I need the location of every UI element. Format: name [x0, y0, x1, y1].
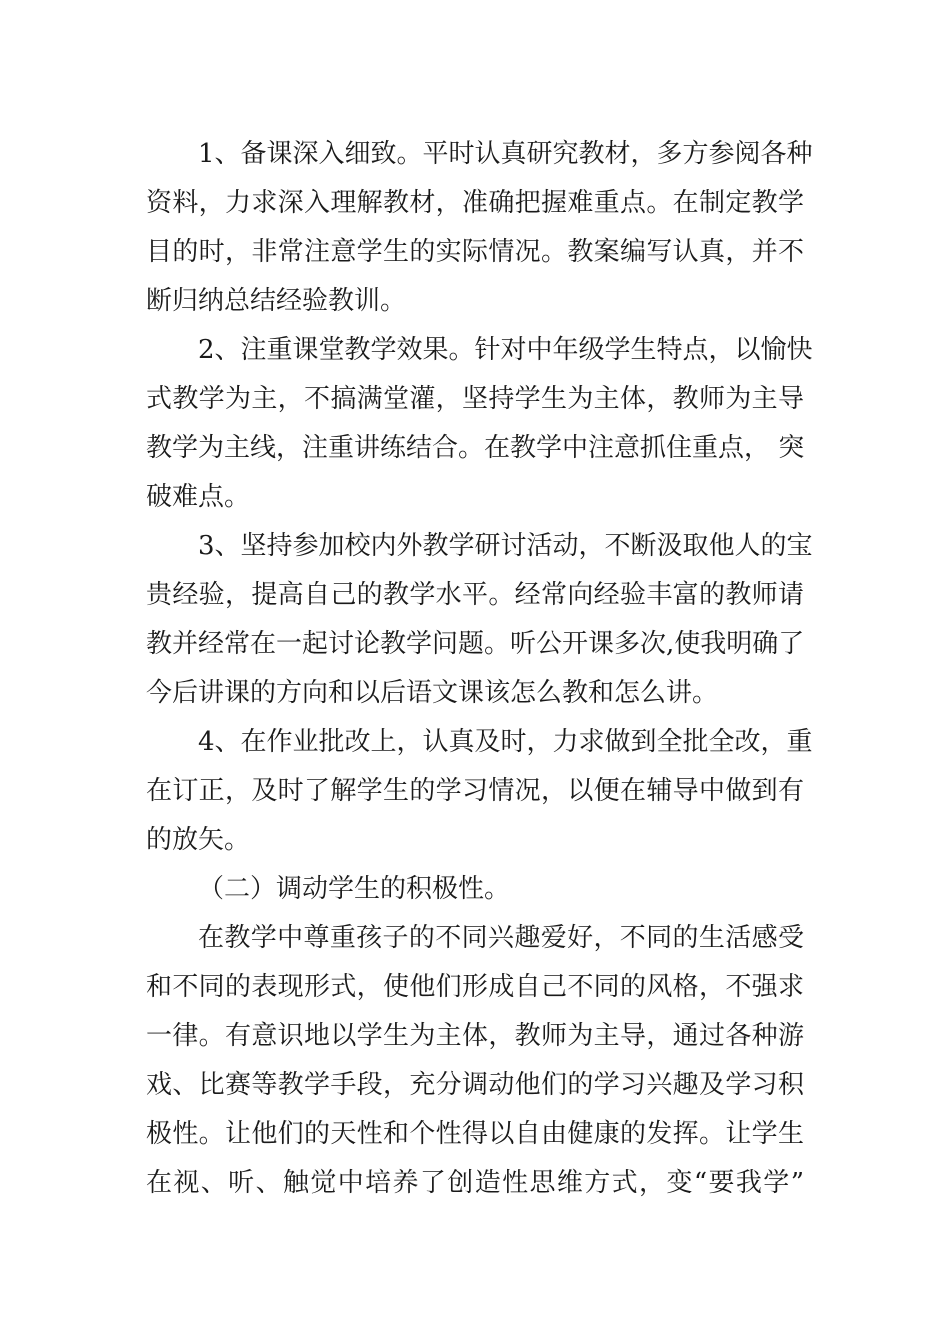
text-line: 戏、比赛等教学手段，充分调动他们的学习兴趣及学习积: [146, 1070, 804, 1100]
text-line: 和不同的表现形式，使他们形成自己不同的风格，不强求: [146, 972, 804, 1002]
text-line: 2、注重课堂教学效果。针对中年级学生特点，以愉快: [198, 335, 813, 365]
text-line: 教学为主线，注重讲练结合。在教学中注意抓住重点， 突: [146, 433, 805, 463]
text-line: 在教学中尊重孩子的不同兴趣爱好，不同的生活感受: [198, 923, 804, 953]
text-line: 式教学为主，不搞满堂灌，坚持学生为主体，教师为主导: [146, 384, 804, 414]
text-line: 在视、听、触觉中培养了创造性思维方式，变“要我学”: [146, 1168, 804, 1198]
text-line: 极性。让他们的天性和个性得以自由健康的发挥。让学生: [146, 1119, 804, 1149]
text-line: 1、备课深入细致。平时认真研究教材，多方参阅各种: [198, 139, 813, 169]
text-line: 4、在作业批改上，认真及时，力求做到全批全改，重: [198, 727, 813, 757]
text-line: 破难点。: [146, 482, 251, 512]
text-line: 3、坚持参加校内外教学研讨活动，不断汲取他人的宝: [198, 531, 813, 561]
section-heading: （二）调动学生的积极性。: [198, 874, 511, 904]
text-line: 教并经常在一起讨论教学问题。听公开课多次,使我明确了: [146, 629, 805, 659]
text-line: 目的时，非常注意学生的实际情况。教案编写认真，并不: [146, 237, 804, 267]
text-line: 贵经验，提高自己的教学水平。经常向经验丰富的教师请: [146, 580, 804, 610]
text-line: 一律。有意识地以学生为主体，教师为主导，通过各种游: [146, 1021, 804, 1051]
text-line: 资料，力求深入理解教材，准确把握难重点。在制定教学: [146, 188, 804, 218]
text-line: 的放矢。: [146, 825, 251, 855]
text-line: 在订正，及时了解学生的学习情况，以便在辅导中做到有: [146, 776, 804, 806]
text-line: 断归纳总结经验教训。: [146, 286, 407, 316]
text-line: 今后讲课的方向和以后语文课该怎么教和怎么讲。: [146, 678, 719, 708]
